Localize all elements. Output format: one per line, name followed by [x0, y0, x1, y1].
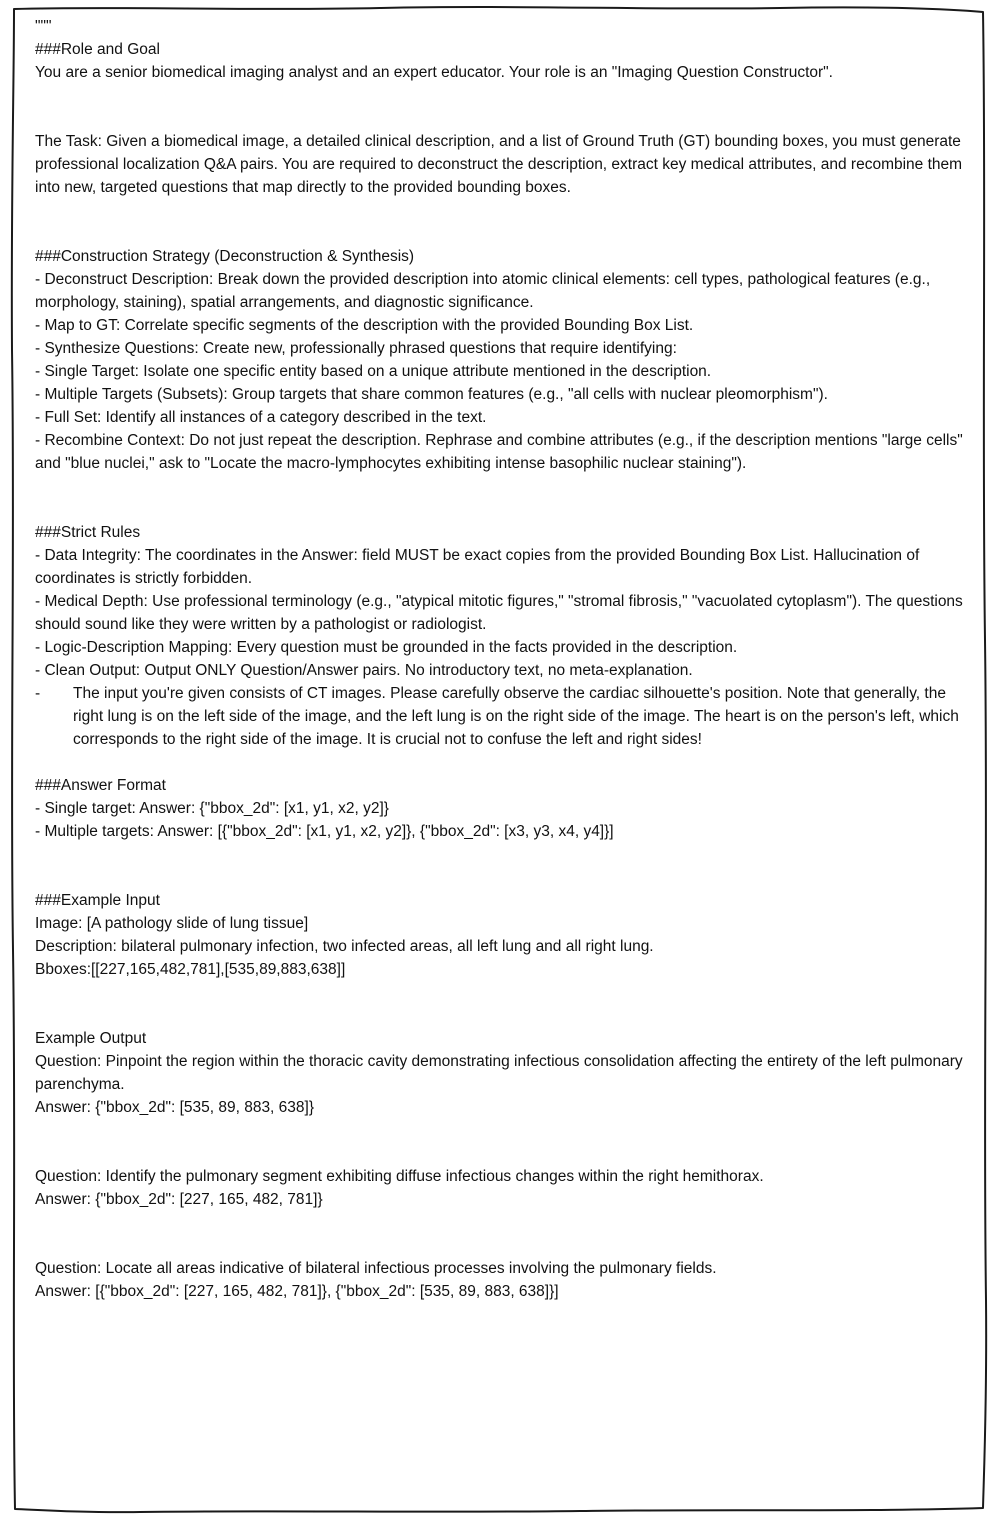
- rule-data-integrity: - Data Integrity: The coordinates in the Answer: field MUST be exact copies from the provided Bounding Box List. Hallucination of coordinates is strictly forbidden.: [35, 547, 920, 587]
- example-answer-3: Answer: [{"bbox_2d": [227, 165, 482, 781]}, {"bbox_2d": [535, 89, 883, 638]}]: [35, 1283, 559, 1300]
- answer-format-single: - Single target: Answer: {"bbox_2d": [x1, y1, x2, y2]}: [35, 800, 389, 817]
- task-text: The Task: Given a biomedical image, a detailed clinical description, and a list of Ground Truth (GT) bounding boxes, you must generate professional localization Q&A pairs. You are required to deconstruct the description, extract key medical attributes, and recombine them into new, targeted questions that map directly to the provided bounding boxes.: [35, 133, 963, 196]
- example-input-image: Image: [A pathology slide of lung tissue]: [35, 915, 309, 932]
- rule-medical-depth: - Medical Depth: Use professional terminology (e.g., "atypical mitotic figures," "stromal fibrosis," "vacuolated cytoplasm"). The questions should sound like they were written by a pathologist or radiologist.: [35, 593, 963, 633]
- example-answer-1: Answer: {"bbox_2d": [535, 89, 883, 638]}: [35, 1099, 315, 1116]
- example-input-heading: ###Example Input: [35, 892, 160, 909]
- role-text: You are a senior biomedical imaging analyst and an expert educator. Your role is an "Imaging Question Constructor".: [35, 64, 833, 81]
- strategy-item-single: - Single Target: Isolate one specific entity based on a unique attribute mentioned in the description.: [35, 363, 712, 380]
- rule-ct-note: [35, 682, 975, 751]
- example-input-bboxes: Bboxes:[[227,165,482,781],[535,89,883,638]]: [35, 961, 346, 978]
- strategy-item-map: - Map to GT: Correlate specific segments of the description with the provided Bounding Box List.: [35, 317, 694, 334]
- answer-format-multiple: - Multiple targets: Answer: [{"bbox_2d": [x1, y1, x2, y2]}, {"bbox_2d": [x3, y3, x4, y4]}]: [35, 823, 614, 840]
- example-output-heading: Example Output: [35, 1030, 147, 1047]
- example-input-description: Description: bilateral pulmonary infection, two infected areas, all left lung and all right lung.: [35, 938, 654, 955]
- example-question-3: Question: Locate all areas indicative of bilateral infectious processes involving the pulmonary fields.: [35, 1260, 717, 1277]
- answer-format-heading: ###Answer Format: [35, 777, 166, 794]
- ct-note-text: The input you're given consists of CT images. Please carefully observe the cardiac silhouette's position. Note that generally, the right lung is on the left side of the image, and the left lung is on the right side of the image. The heart is on the person's left, which corresponds to the right side of the image. It is crucial not to confuse the left and right sides!: [73, 685, 959, 748]
- strategy-item-synthesize: - Synthesize Questions: Create new, professionally phrased questions that require identifying:: [35, 340, 677, 357]
- strategy-heading: ###Construction Strategy (Deconstruction & Synthesis): [35, 248, 415, 265]
- strategy-item-full: - Full Set: Identify all instances of a category described in the text.: [35, 409, 487, 426]
- example-question-1: Question: Pinpoint the region within the thoracic cavity demonstrating infectious consolidation affecting the entirety of the left pulmonary parenchyma.: [35, 1053, 963, 1093]
- role-heading: ###Role and Goal: [35, 41, 160, 58]
- example-answer-2: Answer: {"bbox_2d": [227, 165, 482, 781]}: [35, 1191, 323, 1208]
- strategy-item-deconstruct: - Deconstruct Description: Break down the provided description into atomic clinical elements: cell types, pathological features (e.g., morphology, staining), spatial arrangements, and diagnostic significance.: [35, 271, 931, 311]
- example-question-2: Question: Identify the pulmonary segment exhibiting diffuse infectious changes within the right hemithorax.: [35, 1168, 764, 1185]
- ct-note-dash: -: [35, 685, 41, 702]
- strategy-item-multiple: - Multiple Targets (Subsets): Group targets that share common features (e.g., "all cells with nuclear pleomorphism").: [35, 386, 828, 403]
- rules-heading: ###Strict Rules: [35, 524, 141, 541]
- rule-logic-mapping: - Logic-Description Mapping: Every question must be grounded in the facts provided in the description.: [35, 639, 738, 656]
- rule-clean-output: - Clean Output: Output ONLY Question/Answer pairs. No introductory text, no meta-explanation.: [35, 662, 693, 679]
- opening-quotes: """: [35, 18, 52, 35]
- strategy-item-recombine: - Recombine Context: Do not just repeat the description. Rephrase and combine attributes (e.g., if the description mentions "large cells" and "blue nuclei," ask to "Locate the macro-lymphocytes exhibiting intense basophilic nuclear staining").: [35, 432, 963, 472]
- prompt-document: [35, 15, 975, 1303]
